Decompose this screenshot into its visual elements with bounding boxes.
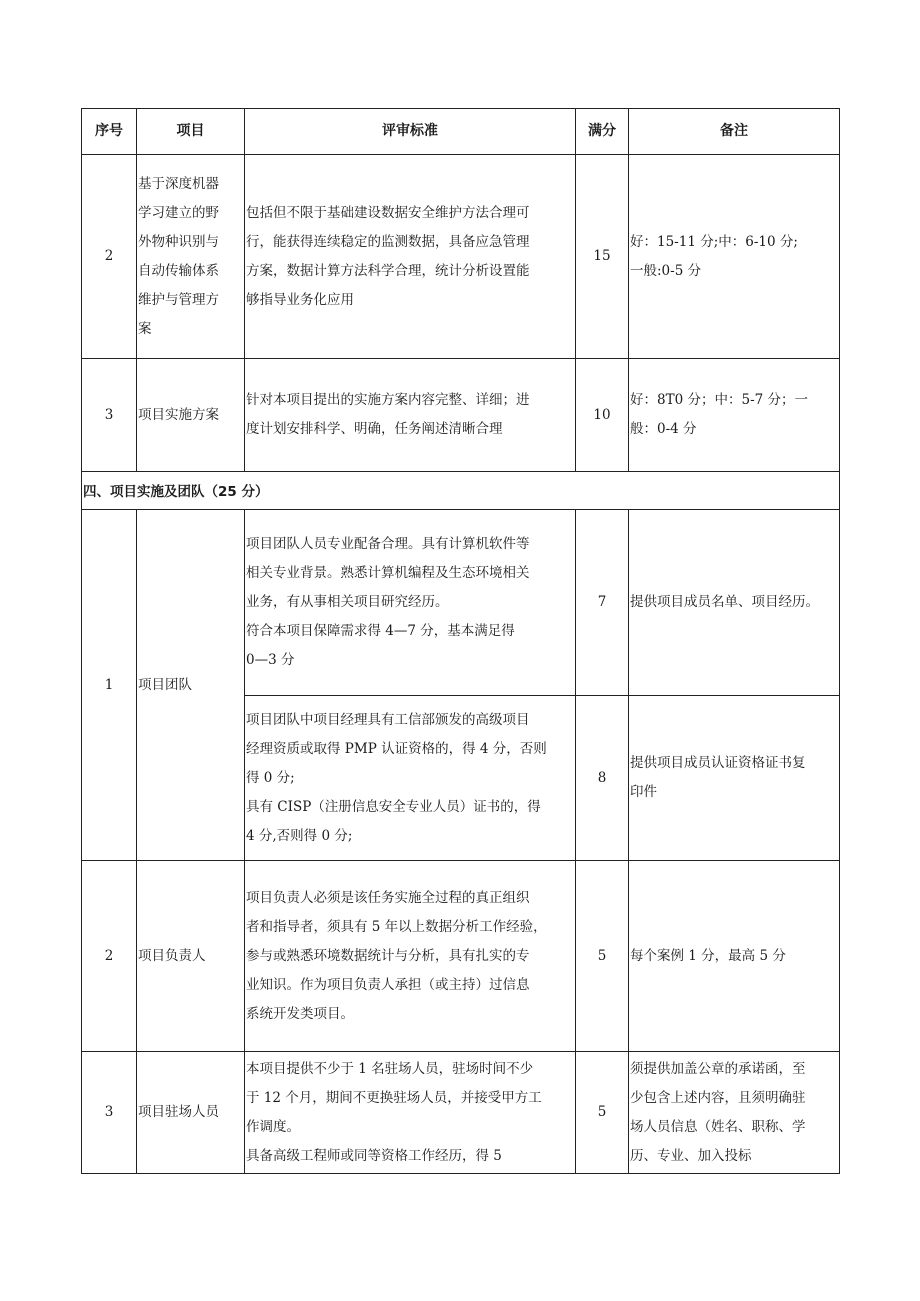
row-item: 项目负责人 <box>137 861 245 1052</box>
section-row <box>82 472 840 510</box>
row-criteria: 项目团队中项目经理具有工信部颁发的高级项目 经理资质或取得 PMP 认证资格的，得 4 分，否则 得 0 分; 具有 CISP（注册信息安全专业人员）证书的，得 4 分,否则得 0 分; <box>245 696 576 861</box>
row-item: 基于深度机器 学习建立的野 外物种识别与 自动传输体系 维护与管理方 案 <box>137 155 245 359</box>
header-row <box>82 109 840 155</box>
row-item: 项目团队 <box>137 510 245 861</box>
row-score: 10 <box>576 359 629 472</box>
row-score: 5 <box>576 861 629 1052</box>
header-criteria: 评审标准 <box>245 109 576 155</box>
row-criteria: 包括但不限于基础建设数据安全维护方法合理可 行，能获得连续稳定的监测数据，具备应急管理 方案，数据计算方法科学合理，统计分析设置能 够指导业务化应用 <box>245 155 576 359</box>
row-item: 项目实施方案 <box>137 359 245 472</box>
row-note: 好：8T0 分；中：5-7 分；一 般：0-4 分 <box>629 359 840 472</box>
row-no: 2 <box>82 861 137 1052</box>
row-no: 3 <box>82 1052 137 1174</box>
row-score: 7 <box>576 510 629 696</box>
table-row <box>82 1052 840 1174</box>
table-row <box>82 359 840 472</box>
row-no: 2 <box>82 155 137 359</box>
evaluation-table <box>81 108 840 1174</box>
header-item: 项目 <box>137 109 245 155</box>
row-note: 须提供加盖公章的承诺函，至 少包含上述内容，且须明确驻 场人员信息（姓名、职称、学 历、专业、加入投标 <box>629 1052 840 1174</box>
row-score: 15 <box>576 155 629 359</box>
row-note: 提供项目成员名单、项目经历。 <box>629 510 840 696</box>
table-row <box>82 155 840 359</box>
table-row <box>82 510 840 696</box>
header-score: 满分 <box>576 109 629 155</box>
header-note: 备注 <box>629 109 840 155</box>
row-no: 1 <box>82 510 137 861</box>
row-criteria: 项目负责人必须是该任务实施全过程的真正组织 者和指导者，须具有 5 年以上数据分析工作经验， 参与或熟悉环境数据统计与分析，具有扎实的专 业知识。作为项目负责人承担（或主持）过信息 系统开发类项目。 <box>245 861 576 1052</box>
row-item: 项目驻场人员 <box>137 1052 245 1174</box>
row-criteria: 针对本项目提出的实施方案内容完整、详细；进 度计划安排科学、明确，任务阐述清晰合理 <box>245 359 576 472</box>
row-note: 好：15-11 分;中：6-10 分; 一般:0-5 分 <box>629 155 840 359</box>
row-criteria: 项目团队人员专业配备合理。具有计算机软件等 相关专业背景。熟悉计算机编程及生态环境相关 业务，有从事相关项目研究经历。 符合本项目保障需求得 4—7 分，基本满足得 0—3 分 <box>245 510 576 696</box>
section-title: 四、项目实施及团队（25 分） <box>82 472 840 510</box>
row-criteria: 本项目提供不少于 1 名驻场人员，驻场时间不少 于 12 个月，期间不更换驻场人员，并接受甲方工 作调度。 具备高级工程师或同等资格工作经历，得 5 <box>245 1052 576 1174</box>
row-note: 提供项目成员认证资格证书复 印件 <box>629 696 840 861</box>
row-note: 每个案例 1 分，最高 5 分 <box>629 861 840 1052</box>
header-no: 序号 <box>82 109 137 155</box>
row-no: 3 <box>82 359 137 472</box>
row-score: 8 <box>576 696 629 861</box>
row-score: 5 <box>576 1052 629 1174</box>
table-row <box>82 861 840 1052</box>
